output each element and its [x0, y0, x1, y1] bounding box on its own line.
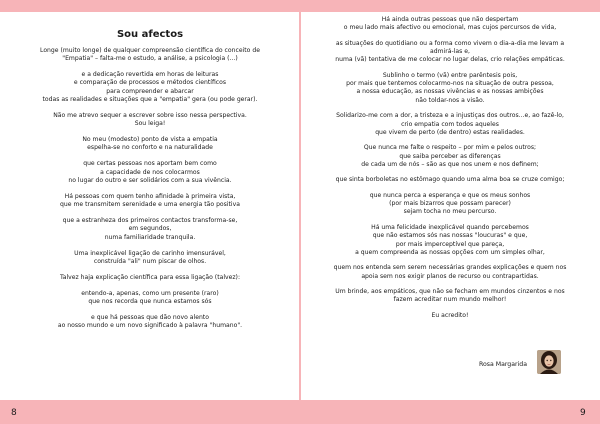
right-paragraph-2: as situações do quotidiano ou a forma como vivem o dia-a-dia me levam a admirá-las e, numa (vã) tentativa de me colocar no lugar delas, crio relações empáticas. — [335, 39, 565, 64]
right-paragraph-7: que nunca perca a esperança e que os meus sonhos (por mais bizarros que possam parecer) sejam tocha no meu percurso. — [369, 191, 531, 216]
right-paragraph-1: Há ainda outras pessoas que não despertam o meu lado mais afectivo ou emocional, mas cujos percursos de vida, — [343, 16, 557, 32]
left-paragraph-5: que certas pessoas nos aportam bem como a capacidade de nos colocarmos no lugar do outro e ser solidários com a sua vivência. — [68, 160, 232, 184]
author-name: Rosa Margarida — [478, 361, 527, 368]
right-page — [301, 12, 600, 400]
right-paragraph-8: Há uma felicidade inexplicável quando percebemos que não estamos sós nas nossas "loucuras" e que, por mais imperceptível que pareça, a quem compreenda as nossas opções com um simples olhar, — [355, 223, 545, 256]
left-paragraph-2: e a dedicação revertida em horas de leituras e comparação de processos e métodos científicos para compreender e abarcar todas as realidades e situações que a "empatia" gera (ou pode gerar). — [42, 71, 258, 104]
right-column — [315, 16, 585, 327]
left-page — [0, 12, 299, 400]
article-title: Sou afectos — [116, 29, 184, 40]
right-paragraph-4: Solidarizo-me com a dor, a tristeza e a injustiças dos outros...e, ao fazê-lo, crio empatia com todos aqueles que vivem de perto (de dentro) estas realidades. — [336, 112, 564, 136]
right-paragraph-10: Um brinde, aos empáticos, que não se fecham em mundos cinzentos e nos fazem acreditar num mundo melhor! — [335, 288, 565, 304]
right-paragraph-3: Sublinho o termo (vã) entre parêntesis pois, por mais que tentemos colocarmo-nos na situação de outra pessoa, a nossa educação, as nossas vivências e as nossas ambições não toldar-nos a visão. — [346, 71, 554, 104]
right-paragraph-6: que sinta borboletas no estômago quando uma alma boa se cruze comigo; — [335, 176, 565, 184]
left-paragraph-10: entendo-a, apenas, como um presente (raro) que nos recorda que nunca estamos sós — [81, 289, 219, 305]
left-paragraph-8: Uma inexplicável ligação de carinho imensurável, construída "ali" num piscar de olhos. — [74, 249, 226, 265]
right-paragraph-9: quem nos entenda sem serem necessárias grandes explicações e quem nos apoia sem nos exigir planos de recurso ou contrapartidas. — [333, 264, 567, 280]
left-paragraph-9: Talvez haja explicação científica para essa ligação (talvez): — [60, 273, 240, 281]
right-paragraph-11: Eu acredito! — [431, 311, 469, 319]
left-page-number: 8 — [11, 408, 17, 418]
left-paragraph-1: Longe (muito longe) de qualquer compreensão científica do conceito de "Empatia" – falta-me o estudo, a análise, a psicologia (...) — [40, 47, 260, 63]
left-paragraph-3: Não me atrevo sequer a escrever sobre isso nessa perspectiva. Sou leiga! — [53, 111, 247, 128]
left-paragraph-6: Há pessoas com quem tenho afinidade à primeira vista, que me transmitem serenidade e uma energia tão positiva — [60, 192, 240, 209]
bottom-band — [0, 400, 600, 424]
right-paragraph-5: Que nunca me falte o respeito – por mim e pelos outros; que saiba perceber as diferenças de cada um de nós – são as que nos unem e nos definem; — [361, 144, 539, 168]
author-photo — [537, 350, 561, 374]
right-page-number: 9 — [580, 408, 586, 418]
left-paragraph-11: e que há pessoas que dão novo alento ao nosso mundo e um novo significado à palavra "humano". — [57, 313, 243, 330]
left-column — [15, 28, 285, 338]
left-paragraph-4: No meu (modesto) ponto de vista a empatia espelha-se no conforto e na naturalidade — [82, 136, 218, 152]
author-portrait-icon — [537, 350, 561, 374]
left-paragraph-7: que a estranheza dos primeiros contactos transforma-se, em segundos, numa familiaridade tranquila. — [62, 217, 238, 241]
